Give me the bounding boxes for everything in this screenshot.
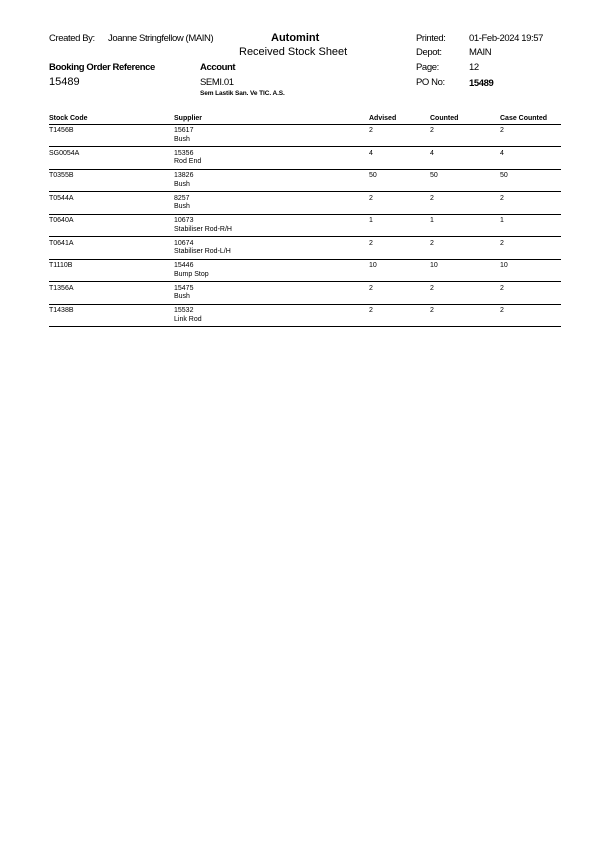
stock-code: T0544A xyxy=(49,194,74,202)
po-label: PO No: xyxy=(416,77,445,88)
item-description: Stabiliser Rod-R/H xyxy=(174,225,232,233)
advised-qty: 50 xyxy=(369,172,377,179)
company-name: Automint xyxy=(271,32,320,44)
row-divider xyxy=(49,259,561,260)
case-counted-qty: 2 xyxy=(500,127,504,134)
row-divider xyxy=(49,326,561,327)
case-counted-qty: 2 xyxy=(500,307,504,314)
advised-qty: 2 xyxy=(369,307,373,314)
stock-code: T1456B xyxy=(49,127,74,134)
counted-qty: 2 xyxy=(430,284,434,292)
supplier-cell xyxy=(174,172,193,189)
item-description: Rod End xyxy=(174,158,202,165)
printed-label: Printed: xyxy=(416,33,446,44)
case-counted-qty: 10 xyxy=(500,262,508,269)
row-divider xyxy=(49,236,561,237)
case-counted-qty: 2 xyxy=(500,284,504,292)
counted-qty: 2 xyxy=(430,239,434,247)
col-header-supplier: Supplier xyxy=(174,115,203,122)
row-divider xyxy=(49,191,561,192)
counted-qty: 1 xyxy=(430,217,434,224)
case-counted-qty: 1 xyxy=(500,217,504,224)
item-description: Link Rod xyxy=(174,315,202,323)
row-divider xyxy=(49,146,561,147)
supplier-code: 15356 xyxy=(174,149,194,157)
case-counted-qty: 50 xyxy=(500,172,508,179)
account-code: SEMI.01 xyxy=(200,77,234,88)
supplier-cell xyxy=(174,127,193,144)
supplier-cell xyxy=(174,240,231,257)
row-divider xyxy=(49,214,561,215)
case-counted-qty: 4 xyxy=(500,149,504,157)
account-name: Sem Lastik San. Ve TIC. A.S. xyxy=(200,90,285,97)
advised-qty: 2 xyxy=(369,127,373,134)
row-divider xyxy=(49,304,561,305)
page-value: 12 xyxy=(469,62,479,73)
case-counted-qty: 2 xyxy=(500,239,504,247)
depot-value: MAIN xyxy=(469,47,492,58)
item-description: Stabiliser Rod-L/H xyxy=(174,248,231,255)
item-description: Bush xyxy=(174,135,190,143)
col-header-case-counted: Case Counted xyxy=(500,115,548,122)
supplier-code: 15617 xyxy=(174,127,194,134)
depot-label: Depot: xyxy=(416,47,442,58)
created-by-label: Created By: xyxy=(49,33,95,44)
item-description: Bush xyxy=(174,203,190,210)
supplier-cell xyxy=(174,150,201,167)
supplier-code: 8257 xyxy=(174,194,190,202)
header-divider xyxy=(49,124,561,125)
row-divider xyxy=(49,281,561,282)
created-by-value: Joanne Stringfellow (MAIN) xyxy=(108,33,214,44)
stock-code: SG0054A xyxy=(49,149,80,157)
supplier-cell xyxy=(174,262,209,279)
counted-qty: 10 xyxy=(430,262,438,269)
booking-ref-value: 15489 xyxy=(49,76,80,88)
col-header-counted: Counted xyxy=(430,115,459,122)
item-description: Bump Stop xyxy=(174,270,209,278)
supplier-cell xyxy=(174,195,190,212)
advised-qty: 4 xyxy=(369,149,373,157)
po-value: 15489 xyxy=(469,78,494,89)
stock-code: T0355B xyxy=(49,172,74,179)
stock-code: T0641A xyxy=(49,239,74,247)
counted-qty: 4 xyxy=(430,149,434,157)
page-label: Page: xyxy=(416,62,439,73)
stock-code: T1110B xyxy=(49,262,73,269)
row-divider xyxy=(49,169,561,170)
advised-qty: 2 xyxy=(369,239,373,247)
booking-ref-label: Booking Order Reference xyxy=(49,62,155,73)
advised-qty: 2 xyxy=(369,284,373,292)
document-title: Received Stock Sheet xyxy=(239,46,348,58)
supplier-code: 10673 xyxy=(174,217,194,224)
supplier-cell xyxy=(174,285,193,302)
supplier-cell xyxy=(174,307,202,324)
supplier-cell xyxy=(174,217,232,234)
stock-code: T1438B xyxy=(49,307,74,314)
supplier-code: 15446 xyxy=(174,262,194,269)
col-header-advised: Advised xyxy=(369,115,397,122)
printed-value: 01-Feb-2024 19:57 xyxy=(469,33,544,44)
account-label: Account xyxy=(200,62,236,73)
counted-qty: 50 xyxy=(430,172,438,179)
counted-qty: 2 xyxy=(430,307,434,314)
col-header-stock-code: Stock Code xyxy=(49,115,88,122)
stock-code: T0640A xyxy=(49,217,74,224)
advised-qty: 10 xyxy=(369,262,377,269)
supplier-code: 10674 xyxy=(174,239,194,247)
supplier-code: 15532 xyxy=(174,307,194,314)
supplier-code: 15475 xyxy=(174,284,194,292)
counted-qty: 2 xyxy=(430,127,434,134)
advised-qty: 2 xyxy=(369,194,373,202)
item-description: Bush xyxy=(174,293,190,300)
case-counted-qty: 2 xyxy=(500,194,504,202)
stock-code: T1356A xyxy=(49,284,74,292)
item-description: Bush xyxy=(174,180,190,188)
advised-qty: 1 xyxy=(369,217,373,224)
counted-qty: 2 xyxy=(430,194,434,202)
supplier-code: 13826 xyxy=(174,172,194,179)
